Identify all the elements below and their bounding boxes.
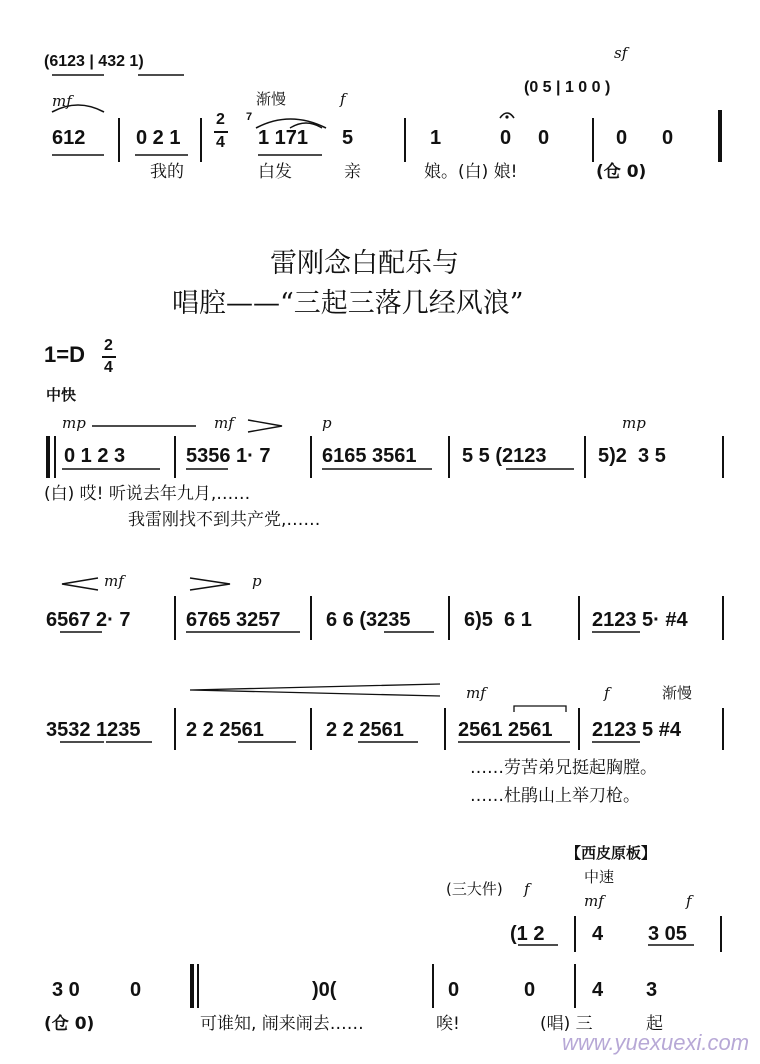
cue-notes: (6123 | 432 1) — [44, 53, 144, 70]
note: 0 — [448, 979, 460, 1001]
dynamic-mf: mf — [52, 92, 72, 110]
tempo-marking: 中快 — [46, 386, 77, 404]
barline — [310, 596, 312, 640]
dynamic-f: f — [604, 684, 610, 702]
lyric: (唱) 三 — [540, 1014, 593, 1034]
note-group: 0 1 2 3 — [64, 445, 126, 467]
barline — [448, 596, 450, 640]
note: 0 — [662, 127, 674, 149]
note-group: 1 171 — [258, 127, 309, 149]
grace-note: 7 — [246, 111, 253, 123]
note-group: 5 5 (2123 — [462, 445, 547, 467]
note-group: (1 2 — [510, 923, 545, 945]
note-group: 2 2 2561 — [186, 719, 264, 741]
lyric: 起 — [646, 1014, 663, 1034]
time-signature-line — [102, 356, 116, 358]
note-group: 2123 5· #4 — [592, 609, 688, 631]
note-group: 5 — [342, 127, 354, 149]
note-group: 6567 2· 7 — [46, 609, 131, 631]
page-title-line2: 唱腔——“三起三落几经风浪” — [172, 288, 524, 319]
note: 0 — [538, 127, 550, 149]
note-group: 3 0 — [52, 979, 80, 1001]
spoken-line: (白) 哎! 听说去年九月,…… — [44, 484, 251, 504]
dynamic-p: p — [252, 572, 262, 590]
lyric: 白发 — [258, 162, 292, 182]
dynamic-mf: mf — [584, 892, 604, 910]
key-signature: 1=D — [44, 342, 85, 367]
dynamic-sf: sf — [614, 44, 628, 62]
note-group: 6765 3257 — [186, 609, 281, 631]
double-barline — [190, 964, 194, 1008]
lyric-percussion: (仓 0) — [596, 162, 647, 182]
tempo-marking: 中速 — [584, 868, 615, 886]
note-group: 6165 3561 — [322, 445, 417, 467]
lyric: 可谁知, 闹来闹去…… — [200, 1014, 364, 1034]
barline — [197, 964, 199, 1008]
dynamic-f: f — [524, 880, 530, 898]
barline — [432, 964, 434, 1008]
watermark: www.yuexuexi.com — [562, 1030, 750, 1055]
note: 4 — [592, 979, 604, 1001]
note: 0 — [130, 979, 142, 1001]
note-group: 0 2 1 — [136, 127, 181, 149]
tempo-marking: 渐慢 — [256, 90, 287, 108]
barline — [574, 916, 576, 952]
barline — [592, 118, 594, 162]
note: 0 — [616, 127, 628, 149]
dynamic-mf: mf — [466, 684, 486, 702]
note-group: 3532 1235 — [46, 719, 141, 741]
note-group: 5)2 3 5 — [598, 445, 666, 467]
dynamic-mf: mf — [214, 414, 234, 432]
time-signature-top: 2 — [104, 337, 113, 354]
barline — [54, 436, 56, 478]
time-signature-top: 2 — [216, 111, 225, 128]
dynamic-mp: mp — [62, 414, 86, 432]
barline — [174, 708, 176, 750]
note: 4 — [592, 923, 604, 945]
note-group: 2 2 2561 — [326, 719, 404, 741]
repeat-barline — [46, 436, 50, 478]
lyric-percussion: (仓 0) — [44, 1014, 95, 1034]
barline — [310, 436, 312, 478]
barline — [118, 118, 120, 162]
barline — [574, 964, 576, 1008]
time-signature-line — [214, 131, 228, 133]
tempo-marking: 渐慢 — [662, 684, 693, 702]
lyric: 我的 — [150, 162, 184, 182]
note-group: 5356 1· 7 — [186, 445, 271, 467]
dynamic-f: f — [686, 892, 692, 910]
barline — [722, 596, 724, 640]
barline — [448, 436, 450, 478]
barline — [720, 916, 722, 952]
dynamic-mp: mp — [622, 414, 646, 432]
note-group: 3 05 — [648, 923, 687, 945]
note-group: 2561 2561 — [458, 719, 553, 741]
note-group: )0( — [312, 979, 337, 1001]
barline — [722, 708, 724, 750]
percussion-cue: (0 5 | 1 0 0 ) — [524, 79, 611, 96]
barline — [578, 596, 580, 640]
spoken-line: 我雷刚找不到共产党,…… — [128, 510, 321, 530]
barline — [584, 436, 586, 478]
note-group: 612 — [52, 127, 86, 149]
note: 1 — [430, 127, 442, 149]
section-bracket: 【西皮原板】 — [566, 844, 657, 862]
barline — [310, 708, 312, 750]
dynamic-p: p — [322, 414, 332, 432]
page-title-line1: 雷刚念白配乐与 — [270, 248, 459, 279]
final-barline — [718, 110, 722, 162]
note-group: 2123 5 #4 — [592, 719, 681, 741]
lyric: 娘。(白) 娘! — [424, 162, 518, 182]
lyric-line: ……劳苦弟兄挺起胸膛。 — [470, 758, 657, 778]
note-group: 6 6 (3235 — [326, 609, 411, 631]
time-signature-bottom: 4 — [104, 359, 113, 376]
barline — [722, 436, 724, 478]
lyric: 唉! — [436, 1014, 460, 1034]
note: 3 — [646, 979, 658, 1001]
time-signature-bottom: 4 — [216, 134, 225, 151]
lyric-line: ……杜鹃山上举刀枪。 — [470, 786, 640, 806]
dynamic-f: f — [340, 90, 346, 108]
dynamic-mf: mf — [104, 572, 124, 590]
barline — [174, 596, 176, 640]
barline — [200, 118, 202, 162]
barline — [174, 436, 176, 478]
note-group: 6)5 6 1 — [464, 609, 532, 631]
note: 0 — [524, 979, 536, 1001]
barline — [404, 118, 406, 162]
barline — [444, 708, 446, 750]
barline — [578, 708, 580, 750]
instrument-label: (三大件) — [446, 880, 503, 898]
lyric: 亲 — [344, 162, 361, 182]
note: 0 — [500, 127, 512, 149]
